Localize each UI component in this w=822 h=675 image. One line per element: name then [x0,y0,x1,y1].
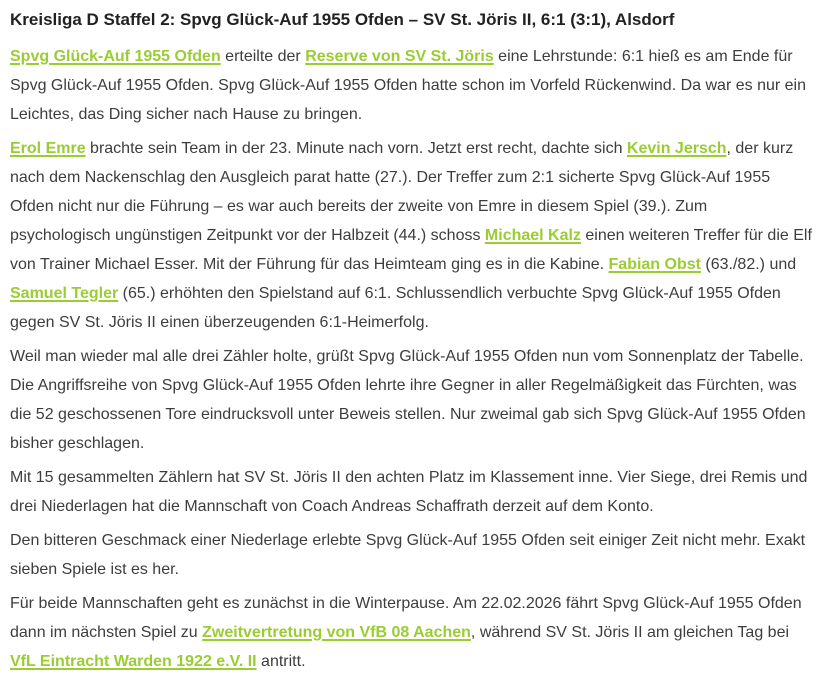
paragraph [10,342,812,458]
text-segment: , der kurz nach dem Nackenschlag den Ausgleich parat hatte (27.). Der Treffer zum 2:1 sicherte Spvg Glück-Auf 1955 Ofden nicht nur die Führung – es war auch bereits der zweite von Emre in diesem Spiel (39.). Zum psychologisch ungünstigen Zeitpunkt vor der Halbzeit (44.) schoss [10,140,794,244]
paragraph [10,42,812,129]
text-segment: antritt. [256,653,306,670]
article-headline: Kreisliga D Staffel 2: Spvg Glück-Auf 1955 Ofden – SV St. Jöris II, 6:1 (3:1), Alsdorf [10,10,675,29]
paragraph [10,134,812,337]
text-segment: Für beide Mannschaften geht es zunächst in die Winterpause. Am 22.02.2026 fährt Spvg Glück-Auf 1955 Ofden dann im nächsten Spiel zu [10,595,802,641]
link-zweitvertretung-von-vfb-08-aachen[interactable]: Zweitvertretung von VfB 08 Aachen [202,624,471,641]
text-segment: Mit 15 gesammelten Zählern hat SV St. Jöris II den achten Platz im Klassement inne. Vier Siege, drei Remis und drei Niederlagen hat die Mannschaft von Coach Andreas Schaffrath derzeit auf dem Konto. [10,469,808,515]
paragraph [10,526,812,584]
link-reserve-von-sv-st-joeris[interactable]: Reserve von SV St. Jöris [305,48,494,65]
link-michael-kalz[interactable]: Michael Kalz [484,227,581,244]
text-segment: Den bitteren Geschmack einer Niederlage erlebte Spvg Glück-Auf 1955 Ofden seit einiger Zeit nicht mehr. Exakt sieben Spiele ist es her. [10,532,806,578]
link-samuel-tegler[interactable]: Samuel Tegler [10,285,119,302]
paragraph [10,589,812,675]
paragraph [10,463,812,521]
text-segment: brachte sein Team in der 23. Minute nach vorn. Jetzt erst recht, dachte sich [85,140,627,157]
text-segment: (63./82.) und [700,256,797,273]
article-body [10,42,812,675]
text-segment: einen weiteren Treffer für die Elf von Trainer Michael Esser. Mit der Führung für das Heimteam ging es in die Kabine. [10,227,812,273]
link-fabian-obst[interactable]: Fabian Obst [608,256,701,273]
link-vfl-eintracht-warden-1922-ev-ii[interactable]: VfL Eintracht Warden 1922 e.V. II [10,653,257,670]
text-segment: eine Lehrstunde: 6:1 hieß es am Ende für Spvg Glück-Auf 1955 Ofden. Spvg Glück-Auf 1955 Ofden hatte schon im Vorfeld Rückenwind. Da war es nur ein Leichtes, das Ding sicher nach Hause zu bringen. [10,48,806,123]
text-segment: (65.) erhöhten den Spielstand auf 6:1. Schlussendlich verbuchte Spvg Glück-Auf 1955 Ofden gegen SV St. Jöris II einen überzeugenden 6:1-Heimerfolg. [10,285,781,331]
text-segment: erteilte der [220,48,306,65]
link-erol-emre[interactable]: Erol Emre [10,140,86,157]
link-spvg-glueck-auf-1955-ofden[interactable]: Spvg Glück-Auf 1955 Ofden [10,48,221,65]
link-kevin-jersch[interactable]: Kevin Jersch [626,140,727,157]
text-segment: , während SV St. Jöris II am gleichen Tag bei [470,624,790,641]
text-segment: Weil man wieder mal alle drei Zähler holte, grüßt Spvg Glück-Auf 1955 Ofden nun vom Sonnenplatz der Tabelle. Die Angriffsreihe von Spvg Glück-Auf 1955 Ofden lehrte ihre Gegner in aller Regelmäßigkeit das Fürchten, was die 52 geschossenen Tore eindrucksvoll unter Beweis stellen. Nur zweimal gab sich Spvg Glück-Auf 1955 Ofden bisher geschlagen. [10,348,806,452]
